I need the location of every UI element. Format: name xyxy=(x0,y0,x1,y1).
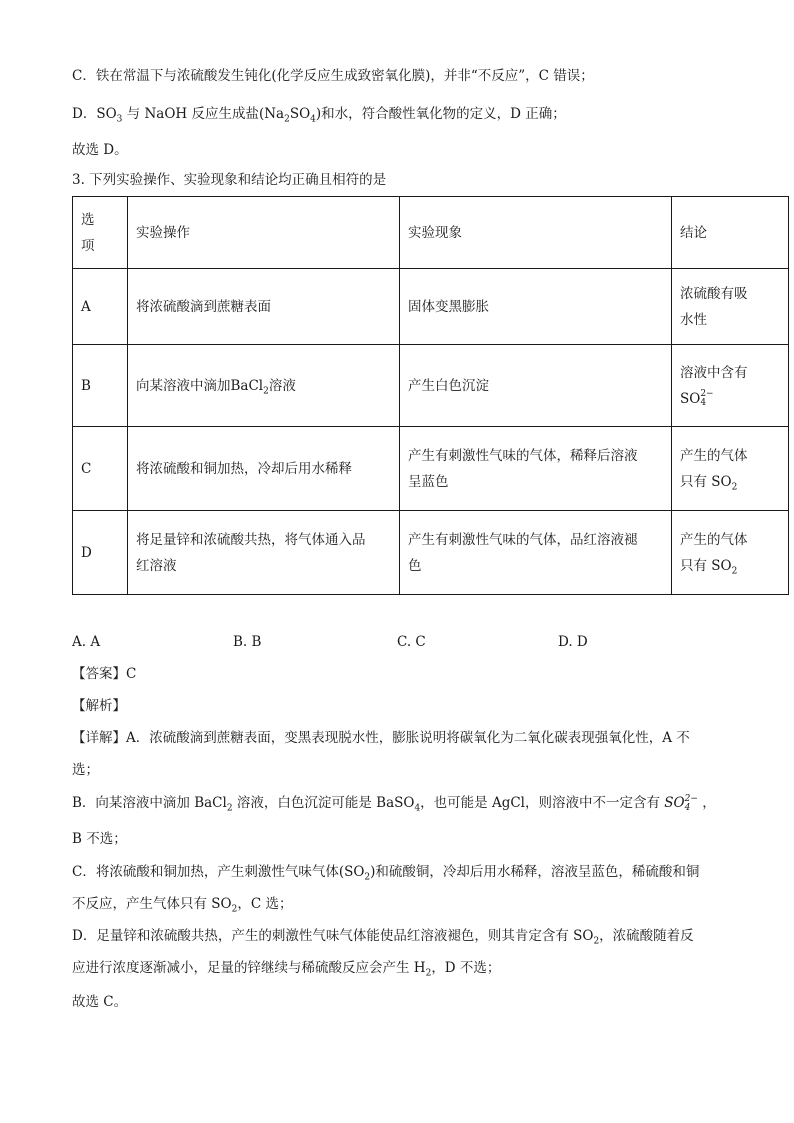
header-conclusion: 结论 xyxy=(672,197,789,269)
row-conclusion: 产生的气体 只有 $SO_2$ xyxy=(672,511,789,595)
detail-c-line2: 不反应，产生气体只有 $SO_2$，C 选； xyxy=(72,896,293,915)
row-option: C xyxy=(73,427,128,511)
row-operation: 向某溶液中滴加BaCl$_2$溶液 xyxy=(128,345,400,427)
table-row xyxy=(73,345,789,427)
prev-analysis-c-line: C．铁在常温下与浓硫酸发生钝化(化学反应生成致密氧化膜)，并非“不反应”，C 错误； xyxy=(72,68,594,84)
detail-a-line1: 【详解】A．浓硫酸滴到蔗糖表面，变黑表现脱水性，膨胀说明将碳氧化为二氧化碳表现强氧化性，A 不 xyxy=(72,730,690,746)
option-c: C. C xyxy=(397,634,426,650)
table-row xyxy=(73,427,789,511)
row-operation: 将足量锌和浓硫酸共热，将气体通入品 红溶液 xyxy=(128,511,400,595)
row-conclusion: 产生的气体 只有 $SO_2$ xyxy=(672,427,789,511)
detail-d-line2: 应进行浓度逐渐减小，足量的锌继续与稀硫酸反应会产生 $H_2$，D 不选； xyxy=(72,960,501,979)
option-b: B. B xyxy=(233,634,262,650)
table-row xyxy=(73,269,789,345)
row-option: B xyxy=(73,345,128,427)
sulfate-ion-formula: SO 2− 4 xyxy=(680,389,714,408)
question-stem: 3. 下列实验操作、实验现象和结论均正确且相符的是 xyxy=(72,172,387,188)
row-conclusion: 溶液中含有 SO 2− 4 xyxy=(672,345,789,427)
table-row xyxy=(73,511,789,595)
header-option: 选 项 xyxy=(73,197,128,269)
detail-b-line1: B．向某溶液中滴加 BaCl$_2$ 溶液，白色沉淀可能是 BaSO$_4$，也可能是 AgCl，则溶液中不一定含有 SO 2− 4 ， xyxy=(72,793,716,814)
question-table xyxy=(72,196,789,595)
row-phenomenon: 固体变黑膨胀 xyxy=(400,269,672,345)
header-operation: 实验操作 xyxy=(128,197,400,269)
detail-a-line2: 选； xyxy=(72,762,99,778)
row-option: D xyxy=(73,511,128,595)
row-operation: 将浓硫酸滴到蔗糖表面 xyxy=(128,269,400,345)
sulfate-ion-formula: SO 2− 4 xyxy=(664,793,698,813)
detail-d-line1: D．足量锌和浓硫酸共热，产生的刺激性气味气体能使品红溶液褪色，则其肯定含有 $SO_2$，浓硫酸随着反 xyxy=(72,928,694,947)
detail-choose-c: 故选 C。 xyxy=(72,994,128,1010)
header-phenomenon: 实验现象 xyxy=(400,197,672,269)
row-phenomenon: 产生有刺激性气味的气体，稀释后溶液 呈蓝色 xyxy=(400,427,672,511)
row-conclusion: 浓硫酸有吸 水性 xyxy=(672,269,789,345)
detail-b-line2: B 不选； xyxy=(72,831,127,847)
row-option: A xyxy=(73,269,128,345)
option-d: D. D xyxy=(558,634,588,650)
analysis-label: 【解析】 xyxy=(72,698,126,714)
row-operation: 将浓硫酸和铜加热，冷却后用水稀释 xyxy=(128,427,400,511)
row-phenomenon: 产生有刺激性气味的气体，品红溶液褪 色 xyxy=(400,511,672,595)
prev-choose-d: 故选 D。 xyxy=(72,142,128,158)
detail-c-line1: C．将浓硫酸和铜加热，产生刺激性气味气体$(SO_2)$和硫酸铜，冷却后用水稀释，溶液呈蓝色，稀硫酸和铜 xyxy=(72,864,700,883)
answer-label: 【答案】C xyxy=(72,666,137,682)
table-header-row xyxy=(73,197,789,269)
option-a: A. A xyxy=(72,634,101,650)
row-phenomenon: 产生白色沉淀 xyxy=(400,345,672,427)
prev-analysis-d-line: D．$SO_3$ 与 NaOH 反应生成盐$(Na_2SO_4)$和水，符合酸性氧化物的定义，D 正确； xyxy=(72,106,566,125)
answer-options xyxy=(72,632,722,652)
